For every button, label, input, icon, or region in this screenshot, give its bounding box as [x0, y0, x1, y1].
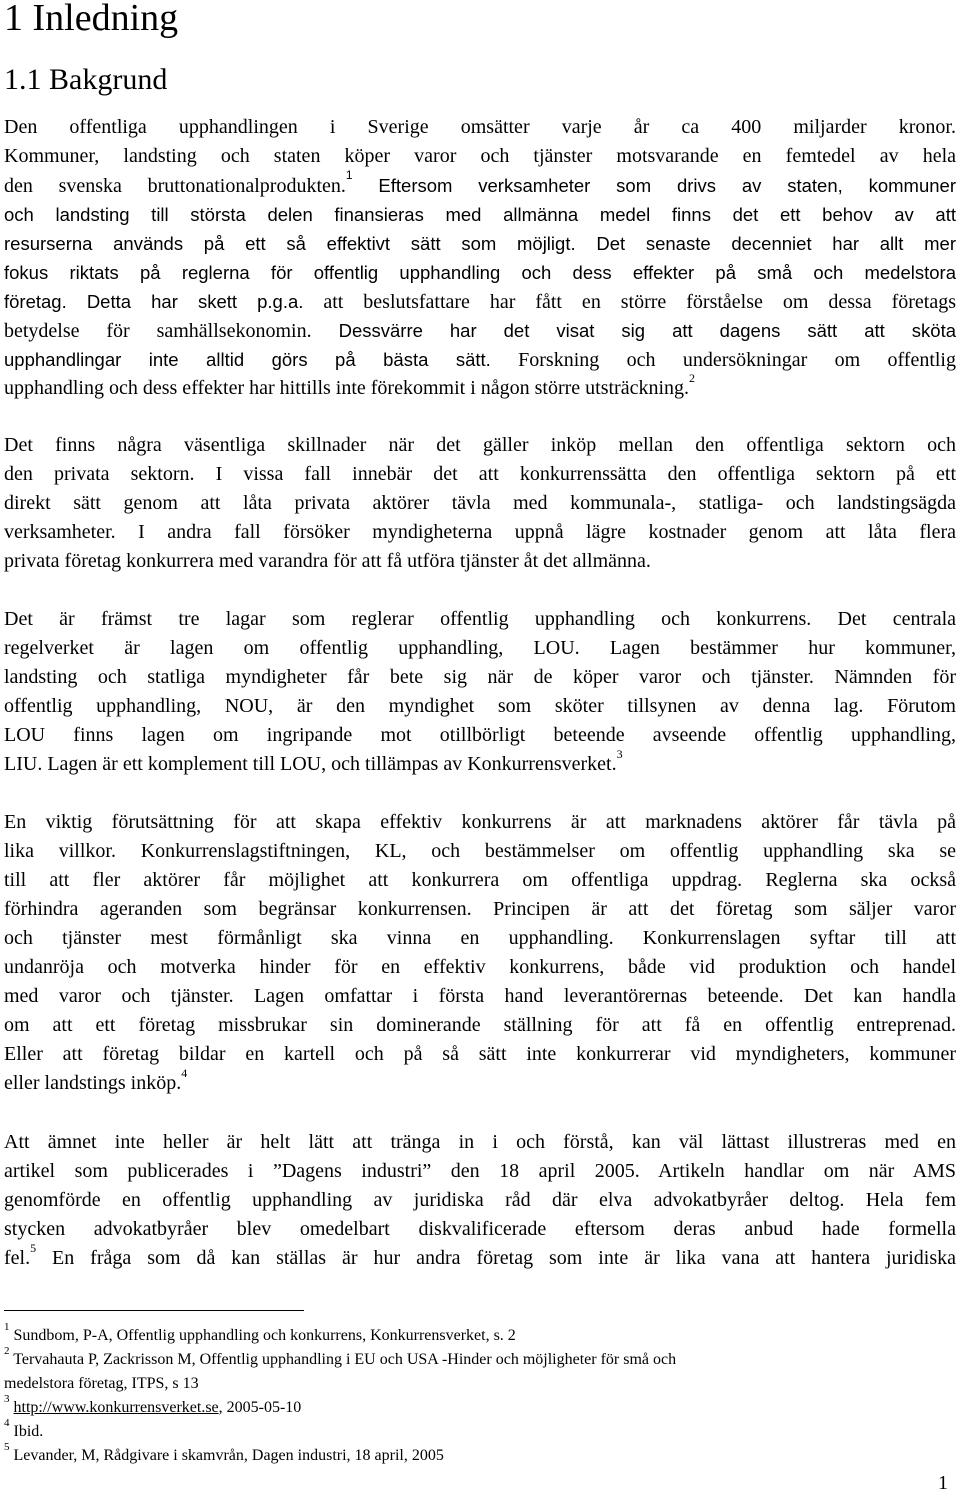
- paragraph-4: [4, 808, 956, 1098]
- paragraph-1: [4, 113, 956, 403]
- footnote-number: 5: [4, 1441, 10, 1453]
- footnote-5: [4, 1441, 956, 1468]
- page-number: 1: [938, 1472, 948, 1494]
- footnote-number: 4: [4, 1417, 10, 1429]
- text-line: och landsting till största delen finansieras med allmänna medel finns det ett behov av att: [4, 204, 956, 225]
- text-line: [4, 287, 956, 316]
- paragraph-3: [4, 605, 956, 779]
- chapter-heading: 1 Inledning: [4, 0, 179, 39]
- text-run: Eftersom verksamheter som drivs av staten, kommuner: [352, 175, 956, 196]
- text-line: genomförde en offentlig upphandling av juridiska råd där elva advokatbyråer deltog. Hela fem: [4, 1189, 956, 1211]
- text-line: Eller att företag bildar en kartell och på så sätt inte konkurrerar vid myndigheters, kommuner: [4, 1043, 956, 1065]
- text-run: En fråga som då kan ställas är hur andra företag som inte är lika vana att hantera juridiska: [36, 1247, 956, 1269]
- text-line: till att fler aktörer får möjlighet att konkurrera om offentliga uppdrag. Reglerna ska också: [4, 869, 956, 891]
- text-line: undanröja och motverka hinder för en effektiv konkurrens, både vid produktion och handel: [4, 956, 956, 978]
- text-line: artikel som publicerades i ”Dagens industri” den 18 april 2005. Artikeln handlar om när AMS: [4, 1160, 956, 1182]
- text-line: om att ett företag missbrukar sin dominerande ställning för att få en offentlig entreprenad.: [4, 1014, 956, 1036]
- footnote-text: , 2005-05-10: [218, 1399, 302, 1416]
- text-run: LIU. Lagen är ett komplement till LOU, och tillämpas av Konkurrensverket.: [4, 753, 617, 775]
- text-run-sans: [345, 168, 956, 196]
- footnote-2-continued: medelstora företag, ITPS, s 13: [4, 1375, 199, 1392]
- text-line: [4, 747, 956, 779]
- text-line: [4, 316, 956, 345]
- text-run: den svenska bruttonationalprodukten.: [4, 175, 346, 197]
- text-line: privata företag konkurrera med varandra för att få utföra tjänster åt det allmänna.: [4, 550, 651, 572]
- text-line: [4, 229, 956, 258]
- konkurrensverket-link[interactable]: http://www.konkurrensverket.se: [13, 1399, 219, 1416]
- text-line: fokus riktats på reglerna för offentlig upphandling och dess effekter på små och medelstora: [4, 262, 956, 283]
- text-line: Att ämnet inte heller är helt lätt att tränga in i och förstå, kan väl lättast illustreras med en: [4, 1131, 956, 1153]
- text-line: Det är främst tre lagar som reglerar offentlig upphandling och konkurrens. Det centrala: [4, 608, 956, 630]
- text-line: regelverket är lagen om offentlig upphandling, LOU. Lagen bestämmer hur kommuner,: [4, 637, 956, 659]
- text-line: stycken advokatbyråer blev omedelbart diskvalificerade eftersom deras anbud hade formella: [4, 1218, 956, 1240]
- footnote-text: Levander, M, Rådgivare i skamvrån, Dagen industri, 18 april, 2005: [13, 1447, 444, 1464]
- text-line: [4, 1241, 956, 1273]
- text-line: den privata sektorn. I vissa fall innebär det att konkurrenssätta den offentliga sektorn på ett: [4, 463, 956, 485]
- text-line: [4, 1066, 956, 1098]
- text-run: Forskning och undersökningar om offentlig: [490, 349, 956, 371]
- footnote-ref[interactable]: 4: [181, 1066, 188, 1080]
- text-line: Den offentliga upphandlingen i Sverige omsätter varje år ca 400 miljarder kronor.: [4, 116, 956, 138]
- text-run-sans: Det senaste decenniet har allt mer: [575, 233, 956, 254]
- footnote-number: 2: [4, 1345, 10, 1357]
- footnote-number: 1: [4, 1321, 10, 1333]
- footnote-text: Ibid.: [13, 1423, 44, 1440]
- footnote-ref[interactable]: 2: [689, 371, 696, 385]
- paragraph-2: [4, 431, 956, 576]
- footnote-divider: [4, 1310, 304, 1311]
- footnote-ref[interactable]: 5: [30, 1241, 37, 1255]
- footnote-1: [4, 1321, 956, 1348]
- text-line: LOU finns lagen om ingripande mot otillbörligt beteende avseende offentlig upphandling,: [4, 724, 956, 746]
- footnote-4: [4, 1417, 956, 1444]
- text-run: eller landstings inköp.: [4, 1072, 182, 1094]
- text-line: förhindra ageranden som begränsar konkurrensen. Principen är att det företag som säljer varor: [4, 898, 956, 920]
- footnote-ref[interactable]: 3: [616, 747, 623, 761]
- text-line: Kommuner, landsting och staten köper varor och tjänster motsvarande en femtedel av hela: [4, 145, 956, 167]
- text-run-sans: upphandlingar inte alltid görs på bästa sätt.: [4, 349, 491, 370]
- text-line: [4, 371, 956, 403]
- text-line: landsting och statliga myndigheter får bete sig när de köper varor och tjänster. Nämnden för: [4, 666, 956, 688]
- footnote-2: [4, 1345, 956, 1372]
- section-heading: 1.1 Bakgrund: [4, 63, 168, 96]
- paragraph-5: [4, 1128, 956, 1273]
- footnote-text: Tervahauta P, Zackrisson M, Offentlig upphandling i EU och USA -Hinder och möjligheter för små och: [13, 1351, 677, 1368]
- footnotes: [4, 1321, 956, 1468]
- text-line: lika villkor. Konkurrenslagstiftningen, KL, och bestämmelser om offentlig upphandling ska se: [4, 840, 956, 862]
- footnote-number: 3: [4, 1393, 10, 1405]
- text-line: och tjänster mest förmånligt ska vinna en upphandling. Konkurrenslagen syftar till att: [4, 927, 956, 949]
- text-run-sans: resurserna används på ett så effektivt sätt som möjligt.: [4, 233, 576, 254]
- footnote-ref[interactable]: 1: [345, 168, 353, 182]
- text-line: offentlig upphandling, NOU, är den myndighet som sköter tillsynen av denna lag. Förutom: [4, 695, 956, 717]
- text-run-sans: Dessvärre har det visat sig att dagens sätt att sköta: [311, 320, 956, 341]
- text-line: [4, 345, 956, 374]
- text-run-sans: företag. Detta har skett p.g.a.: [4, 291, 304, 312]
- text-line: verksamheter. I andra fall försöker myndigheterna uppnå lägre kostnader genom att låta flera: [4, 521, 956, 543]
- text-run: att beslutsfattare har fått en större förståelse om dessa företags: [303, 291, 957, 313]
- text-line: direkt sätt genom att låta privata aktörer tävla med kommunala-, statliga- och landstingsägda: [4, 492, 956, 514]
- text-line: med varor och tjänster. Lagen omfattar i första hand leverantörernas beteende. Det kan handla: [4, 985, 956, 1007]
- footnote-text: Sundbom, P-A, Offentlig upphandling och konkurrens, Konkurrensverket, s. 2: [13, 1327, 516, 1344]
- text-run: upphandling och dess effekter har hittills inte förekommit i någon större utsträckning.: [4, 377, 690, 399]
- text-line: Det finns några väsentliga skillnader när det gäller inköp mellan den offentliga sektorn och: [4, 434, 956, 456]
- text-run: betydelse för samhällsekonomin.: [4, 320, 312, 342]
- text-line: [4, 168, 956, 200]
- text-line: En viktig förutsättning för att skapa effektiv konkurrens är att marknadens aktörer får tävla på: [4, 811, 956, 833]
- footnote-3: [4, 1393, 956, 1420]
- text-run: fel.: [4, 1247, 31, 1269]
